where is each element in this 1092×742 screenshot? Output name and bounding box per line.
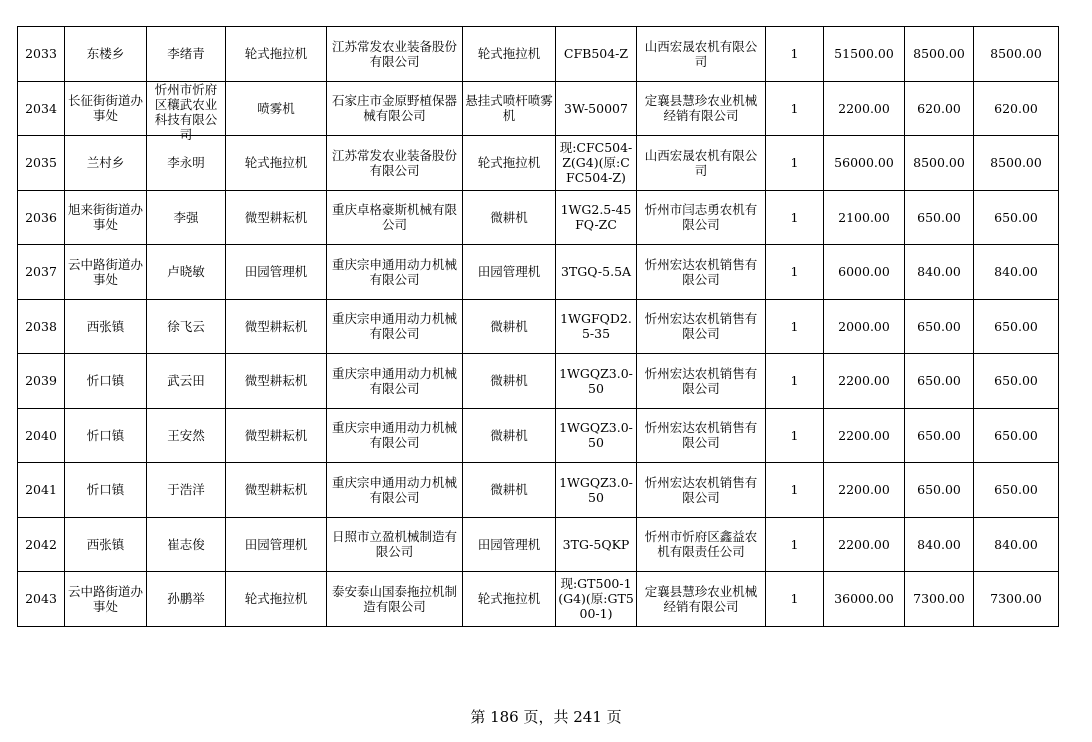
central-subsidy-cell — [905, 81, 974, 136]
total-subsidy: 620.00 — [994, 100, 1038, 116]
manufacturer-cell — [327, 517, 463, 572]
total-subsidy-cell — [974, 517, 1059, 572]
machine-category-cell — [226, 517, 327, 572]
town: 云中路街道办事处 — [67, 583, 143, 614]
sale-price: 51500.00 — [834, 46, 894, 62]
machine-category-cell — [226, 572, 327, 627]
central-subsidy: 650.00 — [917, 427, 961, 443]
machine-type-cell — [463, 245, 556, 300]
total-subsidy: 8500.00 — [990, 155, 1042, 171]
sale-price-cell — [824, 81, 905, 136]
machine-type: 微耕机 — [490, 318, 528, 334]
quantity-cell — [766, 81, 824, 136]
model-number: 现:GT500-1(G4)(原:GT500-1) — [558, 576, 634, 622]
machine-type-cell — [463, 81, 556, 136]
record-id: 2033 — [25, 46, 57, 62]
record-id: 2042 — [25, 536, 57, 552]
central-subsidy: 840.00 — [917, 264, 961, 280]
quantity: 1 — [790, 536, 799, 552]
record-id: 2039 — [25, 373, 57, 389]
buyer-name-cell — [147, 190, 226, 245]
buyer-name: 崔志俊 — [167, 536, 205, 552]
manufacturer-cell — [327, 354, 463, 409]
sale-price-cell — [824, 27, 905, 82]
machine-type: 轮式拖拉机 — [477, 46, 541, 62]
model-number: 1WGFQD2.5-35 — [560, 311, 632, 342]
model-number-cell — [556, 572, 637, 627]
quantity: 1 — [790, 318, 799, 334]
sale-price-cell — [824, 517, 905, 572]
central-subsidy: 620.00 — [917, 100, 961, 116]
quantity: 1 — [790, 155, 799, 171]
model-number-cell — [556, 354, 637, 409]
machine-category-cell — [226, 136, 327, 191]
town-cell — [65, 517, 147, 572]
machine-type-cell — [463, 517, 556, 572]
machine-type: 田园管理机 — [477, 264, 541, 280]
record-id: 2037 — [25, 264, 57, 280]
total-subsidy: 650.00 — [994, 373, 1038, 389]
sale-price-cell — [824, 136, 905, 191]
record-id: 2040 — [25, 427, 57, 443]
buyer-name-cell — [147, 517, 226, 572]
manufacturer: 重庆宗申通用动力机械有限公司 — [331, 420, 457, 451]
sale-price: 2000.00 — [838, 318, 890, 334]
town: 忻口镇 — [86, 482, 125, 498]
total-subsidy-cell — [974, 27, 1059, 82]
manufacturer-cell — [327, 572, 463, 627]
manufacturer: 重庆卓格豪斯机械有限公司 — [331, 202, 457, 233]
machine-type: 微耕机 — [490, 373, 528, 389]
table-row — [18, 190, 1059, 245]
town: 旭来街街道办事处 — [67, 202, 143, 233]
town: 东楼乡 — [86, 46, 125, 62]
record-id-cell — [18, 190, 65, 245]
town-cell — [65, 190, 147, 245]
buyer-name: 徐飞云 — [167, 318, 205, 334]
model-number-cell — [556, 408, 637, 463]
manufacturer-cell — [327, 136, 463, 191]
machine-type-cell — [463, 136, 556, 191]
record-id-cell — [18, 572, 65, 627]
central-subsidy: 650.00 — [917, 318, 961, 334]
sale-price: 2200.00 — [838, 373, 890, 389]
quantity-cell — [766, 190, 824, 245]
model-number-cell — [556, 136, 637, 191]
manufacturer-cell — [327, 190, 463, 245]
quantity: 1 — [790, 591, 799, 607]
machine-category-cell — [226, 190, 327, 245]
record-id: 2036 — [25, 209, 57, 225]
model-number: 1WG2.5-45FQ-ZC — [560, 202, 632, 233]
sale-price-cell — [824, 572, 905, 627]
dealer-cell — [637, 299, 766, 354]
model-number: 现:CFC504-Z(G4)(原:CFC504-Z) — [559, 140, 633, 186]
machine-category: 微型耕耘机 — [244, 318, 308, 334]
total-subsidy: 650.00 — [994, 427, 1038, 443]
record-id-cell — [18, 245, 65, 300]
machine-category: 轮式拖拉机 — [244, 46, 308, 62]
machine-type: 田园管理机 — [477, 536, 541, 552]
quantity: 1 — [790, 427, 799, 443]
quantity-cell — [766, 299, 824, 354]
dealer-cell — [637, 245, 766, 300]
central-subsidy-cell — [905, 517, 974, 572]
dealer: 山西宏晟农机有限公司 — [644, 147, 758, 178]
machine-type-cell — [463, 408, 556, 463]
central-subsidy: 840.00 — [917, 536, 961, 552]
sale-price-cell — [824, 190, 905, 245]
quantity-cell — [766, 408, 824, 463]
dealer-cell — [637, 27, 766, 82]
table-row — [18, 463, 1059, 518]
machine-category-cell — [226, 299, 327, 354]
sale-price-cell — [824, 463, 905, 518]
table-row — [18, 572, 1059, 627]
subsidy-table — [17, 26, 1059, 627]
model-number-cell — [556, 27, 637, 82]
town: 西张镇 — [86, 318, 125, 334]
dealer: 定襄县慧珍农业机械经销有限公司 — [644, 93, 758, 124]
town-cell — [65, 408, 147, 463]
dealer: 忻州宏达农机销售有限公司 — [644, 256, 758, 287]
buyer-name-cell — [147, 245, 226, 300]
dealer: 忻州宏达农机销售有限公司 — [644, 365, 758, 396]
sale-price: 56000.00 — [834, 155, 894, 171]
dealer-cell — [637, 463, 766, 518]
central-subsidy-cell — [905, 463, 974, 518]
buyer-name: 李永明 — [167, 155, 205, 171]
record-id: 2034 — [25, 100, 57, 116]
table-row — [18, 408, 1059, 463]
machine-type: 轮式拖拉机 — [477, 155, 541, 171]
record-id: 2038 — [25, 318, 57, 334]
central-subsidy-cell — [905, 27, 974, 82]
machine-category: 田园管理机 — [244, 264, 308, 280]
total-subsidy-cell — [974, 408, 1059, 463]
manufacturer: 重庆宗申通用动力机械有限公司 — [331, 474, 457, 505]
total-subsidy: 650.00 — [994, 209, 1038, 225]
model-number: 3TG-5QKP — [562, 536, 630, 552]
total-subsidy-cell — [974, 190, 1059, 245]
model-number-cell — [556, 190, 637, 245]
buyer-name: 王安然 — [167, 427, 205, 443]
machine-category-cell — [226, 354, 327, 409]
quantity: 1 — [790, 373, 799, 389]
sale-price-cell — [824, 299, 905, 354]
buyer-name: 卢晓敏 — [167, 264, 205, 280]
model-number: 3W-50007 — [564, 100, 628, 116]
central-subsidy: 650.00 — [917, 482, 961, 498]
dealer-cell — [637, 517, 766, 572]
town-cell — [65, 81, 147, 136]
quantity-cell — [766, 136, 824, 191]
machine-category: 微型耕耘机 — [244, 373, 308, 389]
town-cell — [65, 27, 147, 82]
model-number-cell — [556, 245, 637, 300]
manufacturer: 日照市立盈机械制造有限公司 — [331, 529, 457, 560]
record-id: 2041 — [25, 482, 57, 498]
town: 云中路街道办事处 — [67, 256, 143, 287]
table-row — [18, 354, 1059, 409]
quantity: 1 — [790, 264, 799, 280]
sale-price: 2100.00 — [838, 209, 890, 225]
quantity: 1 — [790, 482, 799, 498]
total-subsidy: 840.00 — [994, 536, 1038, 552]
buyer-name: 武云田 — [167, 373, 205, 389]
machine-type-cell — [463, 299, 556, 354]
table-body — [18, 27, 1059, 627]
manufacturer: 泰安泰山国泰拖拉机制造有限公司 — [331, 583, 457, 614]
machine-type: 微耕机 — [490, 209, 528, 225]
buyer-name-cell — [147, 27, 226, 82]
town-cell — [65, 136, 147, 191]
machine-category: 轮式拖拉机 — [244, 155, 308, 171]
page-number: 第 186 页，共 241 页 — [470, 708, 622, 726]
table-row — [18, 517, 1059, 572]
sale-price: 2200.00 — [838, 482, 890, 498]
record-id-cell — [18, 408, 65, 463]
total-subsidy: 8500.00 — [990, 46, 1042, 62]
town: 西张镇 — [86, 536, 125, 552]
buyer-name-cell — [147, 408, 226, 463]
machine-category-cell — [226, 81, 327, 136]
total-subsidy: 650.00 — [994, 318, 1038, 334]
machine-type-cell — [463, 354, 556, 409]
table-row — [18, 245, 1059, 300]
sale-price: 6000.00 — [838, 264, 890, 280]
total-subsidy-cell — [974, 245, 1059, 300]
machine-type: 轮式拖拉机 — [477, 591, 541, 607]
sale-price: 36000.00 — [834, 591, 894, 607]
total-subsidy-cell — [974, 572, 1059, 627]
quantity: 1 — [790, 46, 799, 62]
central-subsidy: 8500.00 — [913, 46, 965, 62]
dealer: 忻州市闫志勇农机有限公司 — [644, 202, 758, 233]
model-number: 3TGQ-5.5A — [560, 264, 632, 280]
town: 长征街街道办事处 — [67, 93, 143, 124]
dealer-cell — [637, 190, 766, 245]
model-number-cell — [556, 517, 637, 572]
buyer-name-cell — [147, 354, 226, 409]
machine-type: 悬挂式喷杆喷雾机 — [465, 93, 553, 124]
record-id-cell — [18, 81, 65, 136]
total-subsidy-cell — [974, 354, 1059, 409]
machine-category-cell — [226, 463, 327, 518]
town-cell — [65, 354, 147, 409]
total-subsidy: 650.00 — [994, 482, 1038, 498]
dealer: 忻州宏达农机销售有限公司 — [644, 420, 758, 451]
central-subsidy: 8500.00 — [913, 155, 965, 171]
machine-type: 微耕机 — [490, 427, 528, 443]
table-row — [18, 81, 1059, 136]
machine-type-cell — [463, 463, 556, 518]
quantity: 1 — [790, 100, 799, 116]
dealer: 山西宏晟农机有限公司 — [644, 38, 758, 69]
machine-category: 喷雾机 — [257, 100, 295, 116]
model-number-cell — [556, 81, 637, 136]
dealer: 忻州宏达农机销售有限公司 — [644, 311, 758, 342]
total-subsidy: 7300.00 — [990, 591, 1042, 607]
central-subsidy-cell — [905, 572, 974, 627]
record-id-cell — [18, 354, 65, 409]
machine-category-cell — [226, 408, 327, 463]
central-subsidy: 7300.00 — [913, 591, 965, 607]
central-subsidy-cell — [905, 136, 974, 191]
central-subsidy-cell — [905, 190, 974, 245]
quantity: 1 — [790, 209, 799, 225]
machine-category: 微型耕耘机 — [244, 427, 308, 443]
model-number: CFB504-Z — [563, 46, 629, 62]
sale-price-cell — [824, 245, 905, 300]
manufacturer-cell — [327, 81, 463, 136]
quantity-cell — [766, 27, 824, 82]
machine-type-cell — [463, 190, 556, 245]
quantity-cell — [766, 517, 824, 572]
total-subsidy-cell — [974, 463, 1059, 518]
sale-price: 2200.00 — [838, 536, 890, 552]
quantity-cell — [766, 354, 824, 409]
town-cell — [65, 572, 147, 627]
quantity-cell — [766, 463, 824, 518]
town-cell — [65, 463, 147, 518]
table-row — [18, 299, 1059, 354]
manufacturer: 江苏常发农业装备股份有限公司 — [331, 147, 457, 178]
manufacturer-cell — [327, 299, 463, 354]
buyer-name: 孙鹏举 — [167, 591, 205, 607]
machine-category-cell — [226, 27, 327, 82]
manufacturer-cell — [327, 27, 463, 82]
quantity-cell — [766, 245, 824, 300]
machine-category: 田园管理机 — [244, 536, 308, 552]
dealer-cell — [637, 572, 766, 627]
buyer-name-cell — [147, 81, 226, 143]
model-number: 1WGQZ3.0-50 — [559, 474, 633, 505]
sale-price: 2200.00 — [838, 427, 890, 443]
total-subsidy-cell — [974, 136, 1059, 191]
dealer-cell — [637, 354, 766, 409]
town: 忻口镇 — [86, 427, 125, 443]
dealer-cell — [637, 136, 766, 191]
central-subsidy-cell — [905, 408, 974, 463]
manufacturer: 江苏常发农业装备股份有限公司 — [331, 38, 457, 69]
central-subsidy-cell — [905, 299, 974, 354]
manufacturer-cell — [327, 408, 463, 463]
machine-type: 微耕机 — [490, 482, 528, 498]
town-cell — [65, 299, 147, 354]
quantity-cell — [766, 572, 824, 627]
record-id-cell — [18, 27, 65, 82]
table-row — [18, 27, 1059, 82]
model-number: 1WGQZ3.0-50 — [559, 420, 633, 451]
record-id-cell — [18, 517, 65, 572]
dealer-cell — [637, 81, 766, 136]
central-subsidy-cell — [905, 354, 974, 409]
record-id: 2035 — [25, 155, 57, 171]
model-number: 1WGQZ3.0-50 — [559, 365, 633, 396]
buyer-name: 忻州市忻府区穰武农业科技有限公司 — [154, 82, 218, 143]
record-id-cell — [18, 463, 65, 518]
central-subsidy: 650.00 — [917, 373, 961, 389]
buyer-name-cell — [147, 136, 226, 191]
manufacturer: 石家庄市金原野植保器械有限公司 — [331, 93, 457, 124]
buyer-name: 于浩洋 — [167, 482, 205, 498]
machine-category: 轮式拖拉机 — [244, 591, 308, 607]
town: 忻口镇 — [86, 373, 125, 389]
dealer-cell — [637, 408, 766, 463]
dealer: 定襄县慧珍农业机械经销有限公司 — [644, 583, 758, 614]
machine-type-cell — [463, 27, 556, 82]
buyer-name-cell — [147, 572, 226, 627]
total-subsidy-cell — [974, 81, 1059, 136]
machine-category: 微型耕耘机 — [244, 482, 308, 498]
manufacturer: 重庆宗申通用动力机械有限公司 — [331, 365, 457, 396]
machine-type-cell — [463, 572, 556, 627]
dealer: 忻州宏达农机销售有限公司 — [644, 474, 758, 505]
sale-price: 2200.00 — [838, 100, 890, 116]
total-subsidy: 840.00 — [994, 264, 1038, 280]
table-row — [18, 136, 1059, 191]
buyer-name: 李绪青 — [167, 46, 205, 62]
central-subsidy-cell — [905, 245, 974, 300]
manufacturer: 重庆宗申通用动力机械有限公司 — [331, 256, 457, 287]
sale-price-cell — [824, 408, 905, 463]
model-number-cell — [556, 463, 637, 518]
buyer-name-cell — [147, 463, 226, 518]
dealer: 忻州市忻府区鑫益农机有限责任公司 — [644, 529, 758, 560]
manufacturer: 重庆宗申通用动力机械有限公司 — [331, 311, 457, 342]
town: 兰村乡 — [86, 155, 125, 171]
machine-category-cell — [226, 245, 327, 300]
central-subsidy: 650.00 — [917, 209, 961, 225]
record-id-cell — [18, 299, 65, 354]
buyer-name: 李强 — [173, 209, 199, 225]
town-cell — [65, 245, 147, 300]
model-number-cell — [556, 299, 637, 354]
record-id: 2043 — [25, 591, 57, 607]
buyer-name-cell — [147, 299, 226, 354]
machine-category: 微型耕耘机 — [244, 209, 308, 225]
total-subsidy-cell — [974, 299, 1059, 354]
manufacturer-cell — [327, 245, 463, 300]
manufacturer-cell — [327, 463, 463, 518]
sale-price-cell — [824, 354, 905, 409]
record-id-cell — [18, 136, 65, 191]
